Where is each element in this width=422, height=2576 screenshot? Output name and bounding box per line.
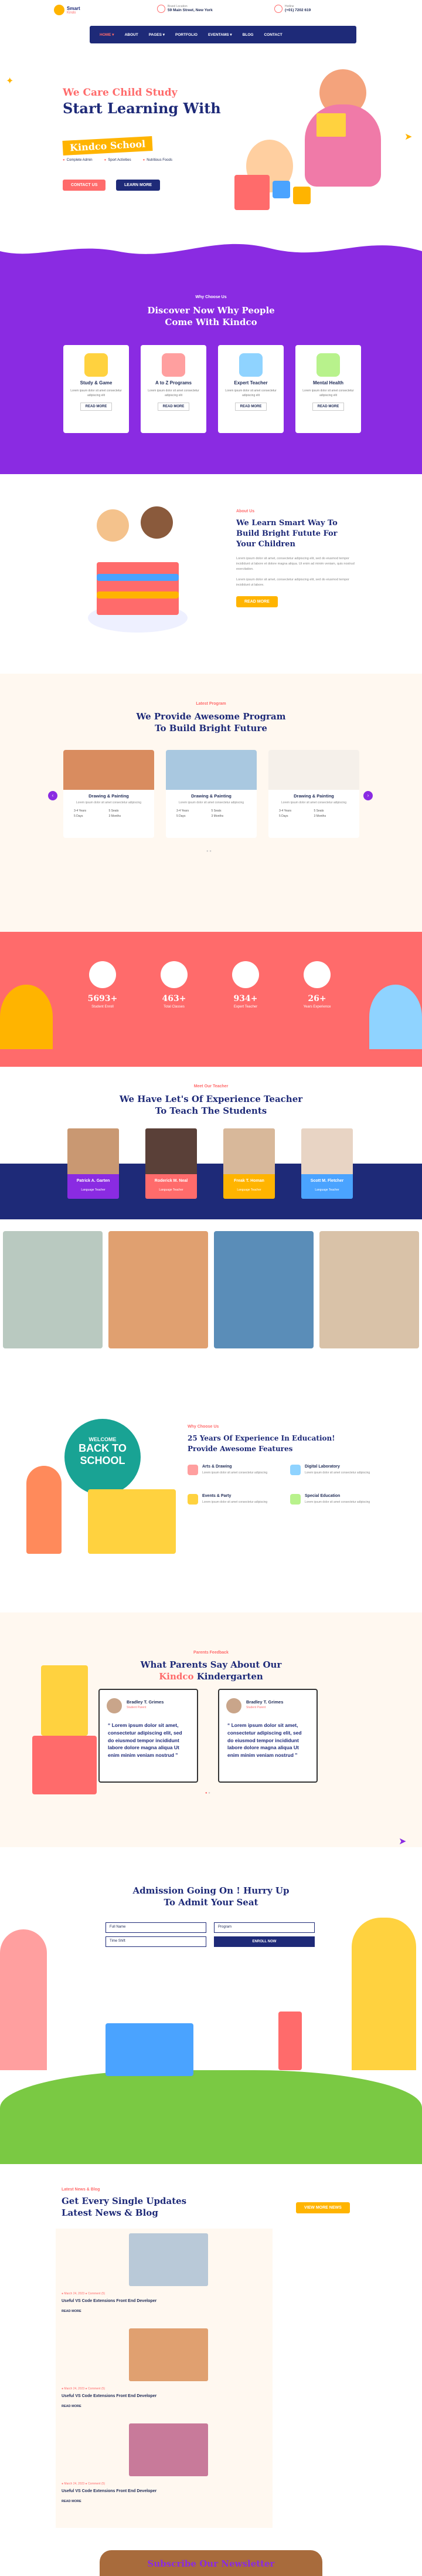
- read-more-link[interactable]: READ MORE: [312, 403, 345, 411]
- kid-illustration-left: [0, 985, 53, 1049]
- carousel-dots[interactable]: ● ●: [206, 850, 212, 853]
- feature-title: Arts & Drawing: [202, 1465, 232, 1469]
- testimonial-quote: “ Lorem ipsum dolor sit amet, consectetur adipiscing elit, sed do eiusmod tempor incididunt labore dolore magna aliqua Ut enim minim veniam nostrud ”: [108, 1722, 182, 1758]
- feature-label: Complete Admin: [66, 158, 93, 162]
- card-text: Lorem ipsum dolor sit amet consectetur adipiscing elit: [302, 389, 354, 397]
- program-card[interactable]: [268, 750, 359, 838]
- time-shift-select[interactable]: Time Shift: [106, 1936, 206, 1947]
- card-title: A to Z Programs: [155, 380, 192, 386]
- teachers-band: [0, 1164, 422, 1219]
- full-name-input[interactable]: Full Name: [106, 1922, 206, 1933]
- location-icon: [157, 5, 165, 13]
- nav-pages[interactable]: PAGES ▾: [148, 33, 165, 37]
- news-image: [129, 2233, 208, 2286]
- teacher-name: Freak T. Homan: [234, 1179, 264, 1183]
- stat-item: [76, 961, 129, 1009]
- about-title-3: Your Children: [236, 540, 295, 549]
- nav-contact[interactable]: CONTACT: [264, 32, 283, 37]
- feature-card[interactable]: [63, 345, 129, 433]
- read-more-link[interactable]: READ MORE: [235, 403, 267, 411]
- gallery-image[interactable]: [108, 1231, 208, 1348]
- feature-title: Special Education: [305, 1494, 341, 1498]
- card-text: Lorem ipsum dolor sit amet consectetur adipiscing elit: [225, 389, 277, 397]
- logo-text-2: Kindo: [67, 11, 76, 15]
- title-word: Kindergarten: [196, 1671, 263, 1682]
- card-title: Mental Health: [312, 380, 343, 386]
- newsletter-title: Subscribe Our Newsletter: [147, 2558, 275, 2569]
- hero-line1: We Care Child Study: [63, 87, 178, 99]
- nav-portfolio[interactable]: PORTFOLIO: [175, 32, 198, 37]
- teacher-name-plate: [223, 1174, 275, 1199]
- gallery-image[interactable]: [3, 1231, 103, 1348]
- teachers-eyebrow: Meet Our Teacher: [193, 1084, 229, 1088]
- feature-text: Lorem ipsum dolor sit amet consectetur adipiscing: [202, 1500, 268, 1504]
- parent-role: Student Parent: [246, 1706, 266, 1709]
- brain-icon: [316, 353, 340, 377]
- program-text: Lorem ipsum dolor sit amet consectetur adipiscing: [76, 801, 142, 804]
- teacher-icon: [232, 961, 259, 988]
- hotline-info: [274, 5, 311, 13]
- gallery-image[interactable]: [214, 1231, 314, 1348]
- program-text: Lorem ipsum dolor sit amet consectetur adipiscing: [178, 801, 244, 804]
- feature-item: [202, 1494, 290, 1505]
- teacher-role: Language Teacher: [315, 1188, 339, 1192]
- news-item[interactable]: [62, 2423, 275, 2514]
- girl-illustration: [0, 1929, 47, 2070]
- feature-card[interactable]: [295, 345, 361, 433]
- decor-arrow-icon: ➤: [404, 132, 413, 142]
- teacher-name: Scott M. Fletcher: [310, 1179, 344, 1183]
- program-meta: [63, 806, 154, 823]
- parent-name: Bradley T. Grimes: [246, 1699, 284, 1705]
- program-card[interactable]: [63, 750, 154, 838]
- card-title: Expert Teacher: [234, 380, 268, 386]
- meta-seats: 5 Seats: [211, 809, 222, 813]
- contact-us-button[interactable]: CONTACT US: [63, 180, 106, 191]
- program-title: Drawing & Painting: [191, 793, 232, 799]
- feature-label: Nutritious Foods: [147, 158, 172, 162]
- feature-card[interactable]: [141, 345, 206, 433]
- view-more-news-button[interactable]: VIEW MORE NEWS: [296, 2202, 350, 2213]
- hero-section: [0, 52, 422, 228]
- student-icon: [89, 961, 116, 988]
- parent-name: Bradley T. Grimes: [127, 1699, 164, 1705]
- discover-title-1: Discover Now Why People: [147, 305, 275, 316]
- avatar: [107, 1698, 122, 1713]
- programs-eyebrow: Latest Program: [196, 702, 226, 706]
- testimonial-card: [218, 1689, 318, 1783]
- newsletter-section: [0, 2540, 422, 2576]
- meta-age: 3-4 Years: [176, 809, 189, 813]
- teacher-card[interactable]: [301, 1128, 353, 1199]
- discover-section: [0, 228, 422, 474]
- kid-illustration: [26, 1466, 62, 1554]
- abc-blocks-illustration: [106, 2023, 193, 2076]
- teacher-role: Language Teacher: [237, 1188, 261, 1192]
- meta-age: 3-4 Years: [74, 809, 87, 813]
- meta-age: 3-4 Years: [279, 809, 292, 813]
- back-to-school-badge: [64, 1419, 141, 1495]
- check-icon: ●: [104, 158, 107, 162]
- about-eyebrow: About Us: [236, 509, 255, 513]
- nav-home[interactable]: HOME ▾: [100, 33, 114, 37]
- phone-icon: [274, 5, 283, 13]
- stat-item: [219, 961, 272, 1009]
- card-text: Lorem ipsum dolor sit amet consectetur adipiscing elit: [70, 389, 122, 397]
- testimonials-eyebrow: Parents Feedback: [193, 1651, 229, 1655]
- site-header: [0, 0, 422, 52]
- read-more-link[interactable]: READ MORE: [80, 403, 113, 411]
- news-headline[interactable]: Useful VS Code Extensions Front End Developer: [62, 2299, 157, 2303]
- wave-top: [0, 228, 422, 269]
- program-select[interactable]: Program: [214, 1922, 315, 1933]
- news-headline[interactable]: Useful VS Code Extensions Front End Developer: [62, 2489, 157, 2493]
- meta-days: 5 Days: [279, 814, 288, 818]
- news-section: [0, 2164, 422, 2540]
- award-icon: [304, 961, 331, 988]
- hero-badge: Kindco School: [62, 136, 152, 155]
- admission-title-1: Admission Going On ! Hurry Up: [132, 1885, 290, 1896]
- features-title-2: Provide Awesome Features: [188, 1445, 293, 1453]
- feature-title: Events & Party: [202, 1494, 232, 1498]
- stat-number: 463+: [162, 994, 186, 1003]
- nav-about[interactable]: ABOUT: [124, 32, 138, 37]
- teacher-name: Roderick M. Neal: [154, 1179, 188, 1183]
- nav-blog[interactable]: BLOG: [242, 32, 254, 37]
- rocket-illustration: [278, 2012, 302, 2070]
- testimonials-section: [0, 1612, 422, 1847]
- program-title: Drawing & Painting: [89, 793, 129, 799]
- books-illustration: [32, 1736, 97, 1794]
- boy-illustration: [352, 1918, 416, 2070]
- news-eyebrow: Latest News & Blog: [62, 2188, 100, 2192]
- features-section: [0, 1407, 422, 1612]
- teacher-name-plate: [301, 1174, 353, 1199]
- feature-text: Lorem ipsum dolor sit amet consectetur adipiscing: [202, 1471, 268, 1475]
- teacher-name-plate: [67, 1174, 119, 1199]
- main-nav: [90, 26, 356, 43]
- meta-seats: 5 Seats: [108, 809, 119, 813]
- hero-illustration: [234, 63, 413, 216]
- news-image: [129, 2328, 208, 2381]
- news-read-more[interactable]: READ MORE: [62, 2310, 81, 2313]
- teacher-role: Language Teacher: [81, 1188, 106, 1192]
- paper-plane-icon: ➤: [399, 1837, 407, 1847]
- news-meta: ● March 24, 2023 ● Comment (5): [62, 2482, 106, 2486]
- teacher-photo: [301, 1128, 353, 1174]
- testimonial-card: [98, 1689, 198, 1783]
- check-icon: ●: [63, 158, 65, 162]
- location-label: Brand Location: [168, 5, 188, 8]
- program-image: [268, 750, 359, 790]
- stat-label: Expert Teacher: [233, 1005, 258, 1009]
- teacher-photo: [67, 1128, 119, 1174]
- logo[interactable]: [54, 5, 80, 15]
- stat-label: Years Experience: [303, 1005, 331, 1009]
- party-icon: [188, 1494, 198, 1505]
- news-title-2: Latest News & Blog: [62, 2207, 158, 2218]
- discover-title-2: Come With Kindco: [165, 317, 257, 327]
- about-section: [0, 474, 422, 674]
- gallery-image[interactable]: [319, 1231, 419, 1348]
- news-headline[interactable]: Useful VS Code Extensions Front End Developer: [62, 2394, 157, 2398]
- prev-arrow-button[interactable]: ‹: [48, 791, 57, 800]
- stat-number: 5693+: [87, 994, 118, 1003]
- meta-duration: 3 Months: [108, 814, 121, 818]
- feature-label: Sport Activities: [108, 158, 131, 162]
- features-title-1: 25 Years Of Experience In Education!: [188, 1434, 335, 1442]
- program-image: [166, 750, 257, 790]
- features-eyebrow: Why Choose Us: [188, 1425, 219, 1429]
- hero-features: [63, 158, 172, 162]
- teacher-photo: [223, 1128, 275, 1174]
- meta-duration: 3 Months: [211, 814, 224, 818]
- blocks-icon: [84, 353, 108, 377]
- stat-item: [148, 961, 200, 1009]
- teacher-card[interactable]: [67, 1128, 119, 1199]
- teachers-section: [0, 1067, 422, 1407]
- location-info: [157, 5, 213, 13]
- badge-text: BACK TO: [79, 1442, 127, 1454]
- hotline-value: (+01) 7202 619: [285, 8, 311, 12]
- hotline-label: Hotline: [285, 5, 294, 8]
- location-value: 59 Main Street, New York: [168, 8, 213, 12]
- stat-number: 934+: [233, 994, 258, 1003]
- abc-icon: [162, 353, 185, 377]
- logo-icon: [54, 5, 64, 15]
- stat-label: Student Enroll: [91, 1005, 114, 1009]
- testimonials-title-1: What Parents Say About Our: [140, 1659, 282, 1670]
- school-illustration: [88, 1489, 176, 1554]
- program-meta: [166, 806, 257, 823]
- meta-seats: 5 Seats: [314, 809, 324, 813]
- testimonial-quote: “ Lorem ipsum dolor sit amet, consectetur adipiscing elit, sed do eiusmod tempor incididunt labore dolore magna aliqua Ut enim minim veniam nostrud ”: [227, 1722, 302, 1758]
- admission-title-2: To Admit Your Seat: [164, 1897, 258, 1908]
- news-meta: ● March 24, 2023 ● Comment (5): [62, 2292, 106, 2296]
- hero-line2: Start Learning With: [63, 100, 221, 117]
- feature-card[interactable]: [218, 345, 284, 433]
- program-image: [63, 750, 154, 790]
- classes-icon: [161, 961, 188, 988]
- teachers-title-2: To Teach The Students: [155, 1106, 267, 1116]
- teacher-photo: [145, 1128, 197, 1174]
- card-text: Lorem ipsum dolor sit amet consectetur adipiscing elit: [148, 389, 199, 397]
- program-text: Lorem ipsum dolor sit amet consectetur adipiscing: [281, 801, 347, 804]
- carousel-dots[interactable]: ● ●: [205, 1791, 210, 1795]
- program-title: Drawing & Painting: [294, 793, 334, 799]
- feature-title: Digital Laboratory: [305, 1465, 340, 1469]
- logo-text: Smart: [67, 5, 80, 11]
- meta-duration: 3 Months: [314, 814, 326, 818]
- stat-item: [291, 961, 343, 1009]
- feature-text: Lorem ipsum dolor sit amet consectetur adipiscing: [305, 1500, 370, 1504]
- enroll-now-button[interactable]: ENROLL NOW: [214, 1936, 315, 1947]
- decor-star-icon: ✦: [6, 76, 14, 86]
- news-meta: ● March 24, 2023 ● Comment (5): [62, 2387, 106, 2391]
- teachers-title-1: We Have Let's Of Experience Teacher: [119, 1094, 303, 1104]
- feature-item: [305, 1465, 393, 1476]
- news-item[interactable]: [62, 2328, 275, 2419]
- read-more-link[interactable]: READ MORE: [158, 403, 190, 411]
- check-icon: ●: [142, 158, 145, 162]
- feature-item: [305, 1494, 393, 1505]
- about-title-2: Build Bright Futute For: [236, 529, 338, 538]
- badge-text: SCHOOL: [80, 1455, 125, 1466]
- meta-days: 5 Days: [176, 814, 186, 818]
- stat-label: Total Classes: [164, 1005, 185, 1009]
- programs-title-2: To Build Bright Future: [155, 723, 267, 733]
- about-illustration: [64, 498, 211, 644]
- book-icon: [290, 1494, 301, 1505]
- discover-eyebrow: Why Choose Us: [195, 295, 227, 299]
- about-title-1: We Learn Smart Way To: [236, 519, 338, 528]
- nav-events[interactable]: EVENTAMS ▾: [207, 33, 232, 37]
- stat-number: 26+: [308, 994, 326, 1003]
- teacher-icon: [239, 353, 263, 377]
- lab-icon: [290, 1465, 301, 1475]
- teacher-role: Language Teacher: [159, 1188, 183, 1192]
- teacher-name-plate: [145, 1174, 197, 1199]
- feature-text: Lorem ipsum dolor sit amet consectetur adipiscing: [305, 1471, 370, 1475]
- learn-more-button[interactable]: LEARN MORE: [116, 180, 160, 191]
- kid-illustration-right: [369, 985, 422, 1049]
- card-title: Study & Game: [80, 380, 113, 386]
- program-meta: [268, 806, 359, 823]
- testimonials-title-2: [0, 1671, 422, 1682]
- next-arrow-button[interactable]: ›: [363, 791, 373, 800]
- teacher-name: Patrick A. Garten: [76, 1179, 110, 1183]
- feature-item: [202, 1465, 290, 1476]
- programs-section: [0, 674, 422, 932]
- meta-days: 5 Days: [74, 814, 83, 818]
- grass-illustration: [0, 2070, 422, 2164]
- avatar: [226, 1698, 241, 1713]
- news-item[interactable]: [62, 2233, 275, 2324]
- news-title-1: Get Every Single Updates: [62, 2196, 187, 2206]
- news-read-more[interactable]: READ MORE: [62, 2405, 81, 2408]
- stats-section: [0, 932, 422, 1067]
- palette-icon: [188, 1465, 198, 1475]
- about-text-1: Lorem ipsum dolor sit amet, consectetur adipiscing elit, sed do eiusmod tempor incididunt ut labore et dolore magna aliqua. Ut enim ad minim veniam, quis nostrud exercitation.: [236, 557, 355, 571]
- admission-section: [0, 1847, 422, 2164]
- about-read-more-button[interactable]: READ MORE: [236, 596, 278, 607]
- news-image: [129, 2423, 208, 2476]
- badge-text: WELCOME: [89, 1436, 117, 1442]
- brand-highlight: Kindco: [159, 1671, 194, 1682]
- teacher-card[interactable]: [223, 1128, 275, 1199]
- parent-role: Student Parent: [127, 1706, 147, 1709]
- programs-title-1: We Provide Awesome Program: [136, 711, 286, 722]
- teacher-card[interactable]: [145, 1128, 197, 1199]
- program-card[interactable]: [166, 750, 257, 838]
- about-text-2: Lorem ipsum dolor sit amet, consectetur adipiscing elit, sed do eiusmod tempor incididunt ut labore.: [236, 578, 349, 587]
- news-read-more[interactable]: READ MORE: [62, 2500, 81, 2503]
